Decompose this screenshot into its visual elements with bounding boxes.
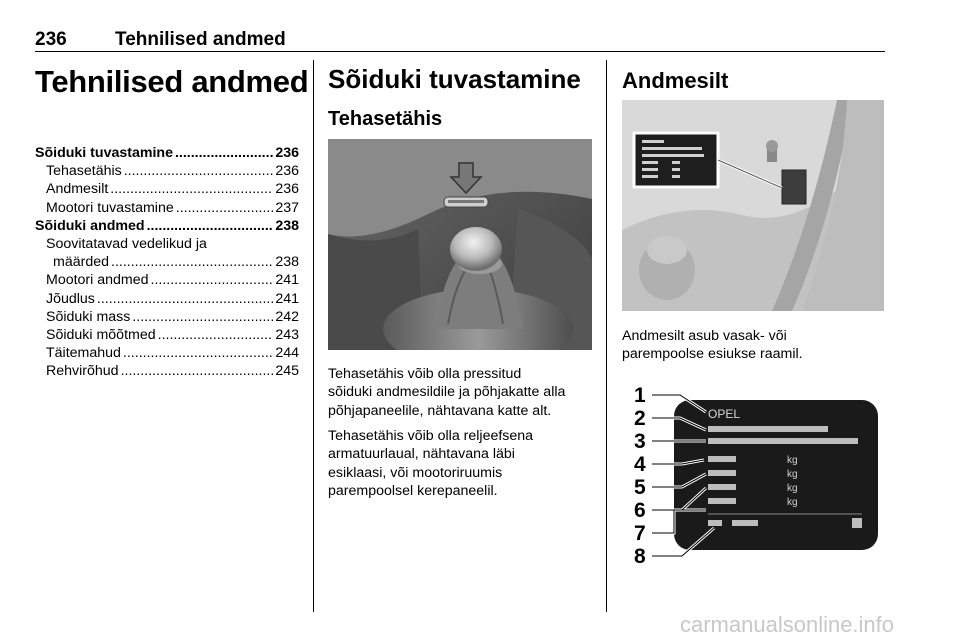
toc-entry[interactable]: Sõiduki mass ..... 242 (35, 308, 299, 326)
door-frame-photo (622, 100, 884, 311)
gear-shift-photo (328, 139, 592, 350)
kg-unit: kg (787, 483, 798, 494)
callout-7: 7 (634, 522, 646, 545)
toc-entry[interactable]: määrded ..... 238 (35, 253, 299, 271)
section-title: Sõiduki tuvastamine (328, 64, 581, 94)
callout-8: 8 (634, 545, 646, 568)
factory-code-paragraph-2: Tehasetähis võib olla reljeefsena armatuurlaual, nähtavana läbi esiklaasi, või mootoriruumis parempoolsel kerepaneelil. (328, 428, 534, 500)
column-divider (313, 60, 314, 612)
toc-entry[interactable]: Jõudlus ..... 241 (35, 290, 299, 308)
factory-code-paragraph-1: Tehasetähis võib olla pressitud sõiduki andmesildile ja põhjakatte alla põhjapaneelile, nähtavana katte alt. (328, 366, 566, 419)
subsection-title: Tehasetähis (328, 108, 443, 130)
callout-6: 6 (634, 499, 646, 522)
callout-5: 5 (634, 476, 646, 499)
page-header (35, 27, 885, 52)
toc-entry[interactable]: Täitemahud ..... 244 (35, 344, 299, 362)
toc-entry[interactable]: Sõiduki mõõtmed ..... 243 (35, 326, 299, 344)
chapter-title: Tehnilised andmed (35, 64, 309, 99)
toc-entry[interactable]: Mootori andmed ..... 241 (35, 271, 299, 289)
section-title-id-plate: Andmesilt (622, 68, 729, 93)
column-divider (606, 60, 607, 612)
kg-unit: kg (787, 455, 798, 466)
toc-entry[interactable]: Sõiduki tuvastamine ..... 236 (35, 144, 299, 162)
table-of-contents (35, 144, 299, 381)
callout-1: 1 (634, 384, 646, 407)
callout-4: 4 (634, 453, 646, 476)
plate-brand: OPEL (708, 407, 741, 421)
callout-3: 3 (634, 430, 646, 453)
id-plate-diagram (622, 370, 884, 582)
watermark: carmanualsonline.info (680, 612, 895, 637)
kg-unit: kg (787, 497, 798, 508)
toc-entry[interactable]: Soovitatavad vedelikud ja (46, 236, 207, 253)
id-plate-paragraph: Andmesilt asub vasak- või parempoolse esiukse raamil. (622, 328, 803, 363)
kg-unit: kg (787, 469, 798, 480)
running-title: Tehnilised andmed (115, 29, 286, 50)
toc-entry[interactable]: Sõiduki andmed ..... 238 (35, 217, 299, 235)
toc-entry[interactable]: Mootori tuvastamine ..... 237 (35, 199, 299, 217)
toc-entry[interactable]: Andmesilt ..... 236 (35, 180, 299, 198)
toc-entry[interactable]: Rehvirõhud ..... 245 (35, 362, 299, 380)
page-number: 236 (35, 29, 67, 50)
toc-entry[interactable]: Tehasetähis ..... 236 (35, 162, 299, 180)
callout-2: 2 (634, 407, 646, 430)
